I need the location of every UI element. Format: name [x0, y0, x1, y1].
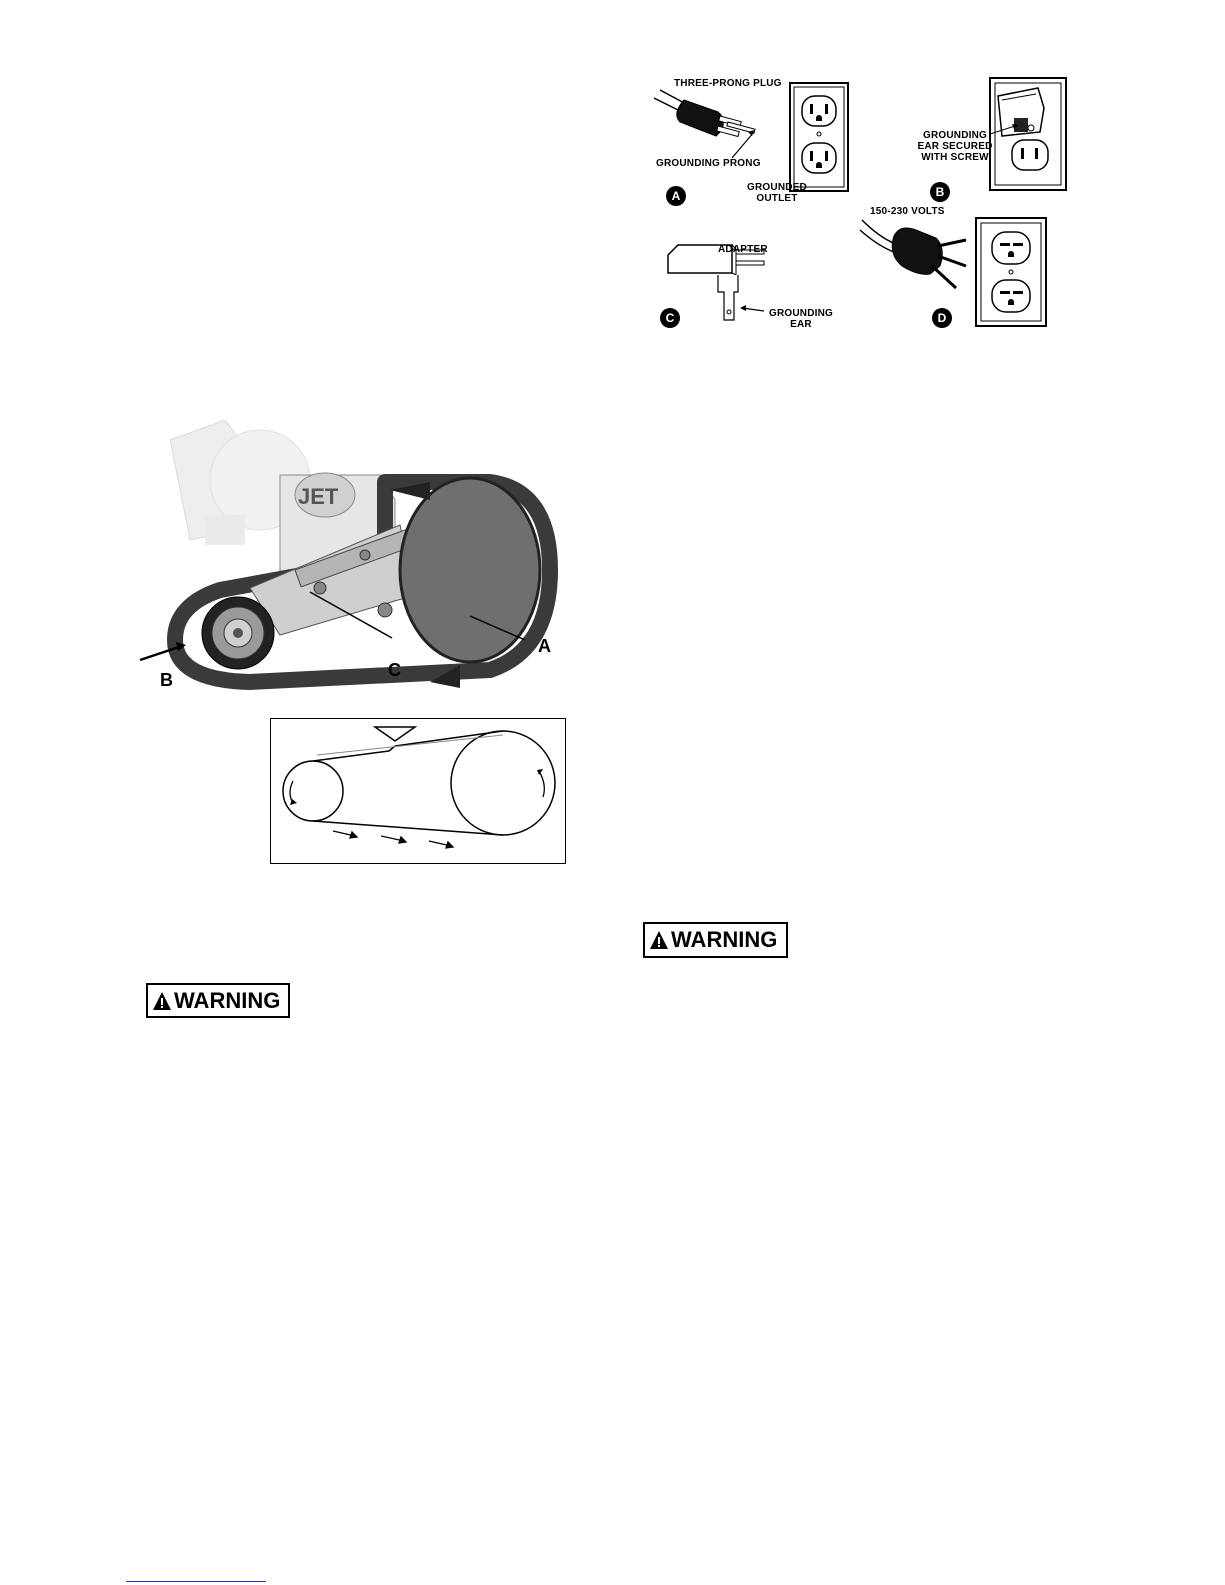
warning-label-left — [146, 983, 290, 1018]
grounding-illustration — [640, 70, 1080, 345]
grounding-prong-label: GROUNDING PRONG — [656, 158, 761, 169]
callout-c: C — [388, 660, 401, 680]
warning-triangle-icon — [152, 991, 172, 1011]
warning-label-right — [643, 922, 788, 958]
grounded-outlet-label-1: GROUNDED — [747, 182, 807, 193]
grounded-outlet-a — [790, 83, 848, 191]
belt-direction-diagram — [270, 718, 566, 864]
volts-label: 150-230 VOLTS — [870, 206, 945, 217]
callout-a: A — [538, 636, 551, 656]
small-pulley — [283, 761, 343, 821]
high-voltage-plug-drawing — [860, 218, 1046, 326]
grounding-ear-label-2: EAR — [790, 319, 812, 330]
grounding-ear-label-1: GROUNDING — [768, 308, 834, 319]
grounding-ear-secured-label-1: GROUNDING — [922, 130, 988, 141]
panel-b-marker: B — [930, 182, 950, 202]
panel-d-marker: D — [932, 308, 952, 328]
large-pulley — [451, 731, 555, 835]
three-prong-plug-label: THREE-PRONG PLUG — [674, 78, 782, 89]
grounding-figure — [640, 70, 1080, 345]
adapter-drawing — [668, 245, 764, 320]
belt-sander-photo — [130, 420, 570, 690]
warning-triangle-icon — [649, 930, 669, 950]
footer-rule — [126, 1581, 266, 1582]
seam-marker-icon — [375, 727, 415, 741]
grounded-outlet-label-2: OUTLET — [756, 193, 798, 204]
grounding-ear-outlet-b — [990, 78, 1066, 190]
panel-c-marker: C — [660, 308, 680, 328]
idler-wheel — [202, 597, 274, 669]
jet-brand-text: JET — [298, 484, 339, 509]
warning-text-right: WARNING — [671, 927, 778, 952]
grounding-ear-secured-label-2: EAR SECURED — [917, 141, 993, 152]
grounding-ear-secured-label-3: WITH SCREW — [921, 152, 989, 163]
belt-direction-drawing — [271, 719, 565, 863]
three-prong-plug-drawing — [654, 90, 755, 158]
callout-b: B — [160, 670, 173, 690]
warning-text-left: WARNING — [174, 987, 281, 1013]
adapter-label: ADAPTER — [718, 244, 768, 255]
belt-travel-arrows-icon — [333, 831, 453, 848]
belt-sander-illustration — [130, 420, 570, 690]
panel-a-marker: A — [666, 186, 686, 206]
